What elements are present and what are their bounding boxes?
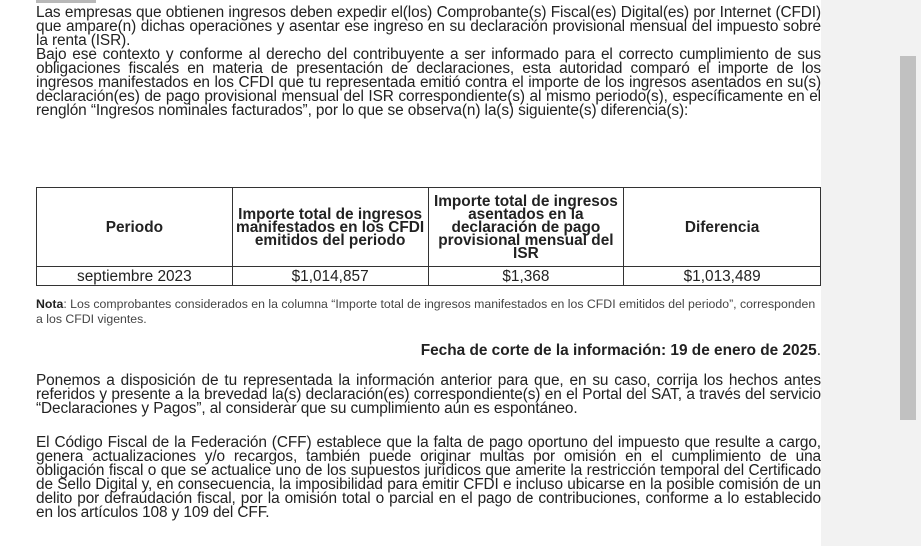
- differences-table: [36, 187, 821, 286]
- cell-cfdi-income: $1,014,857: [232, 267, 428, 286]
- note-label: Nota: [36, 297, 64, 311]
- paragraph-correction: Ponemos a disposición de tu representada la información anterior para que, en su caso, corrija los hechos antes referidos y presente a la brevedad la(s) declaración(es) correspondiente(s) en el Portal del SAT, a través del servicio “Declaraciones y Pagos”, al considerar que su cumplimiento aún es espontáneo.: [36, 372, 821, 417]
- table-note: [36, 297, 821, 327]
- cell-difference: $1,013,489: [624, 267, 821, 286]
- header-periodo: Periodo: [37, 188, 233, 267]
- cff-block: [36, 436, 821, 520]
- document-content: [36, 0, 821, 521]
- paragraph-cfdi-obligation: Las empresas que obtienen ingresos deben expedir el(los) Comprobante(s) Fiscal(es) Digital(es) por Internet (CFDI) que ampare(n) dichas operaciones y asentar ese ingreso en su declaración provisional mensual del impuesto sobre la renta (ISR).: [36, 4, 821, 49]
- cell-declared-income: $1,368: [428, 267, 624, 286]
- cutoff-date: [36, 342, 821, 360]
- paragraph-cff: El Código Fiscal de la Federación (CFF) establece que la falta de pago oportuno del impuesto que resulte a cargo, genera actualizaciones y/o recargos, también puede originar multas por omisión en el cumplimiento de una obligación fiscal o que se actualice uno de los supuestos jurídicos que amerite la restricción temporal del Certificado de Sello Digital y, en consecuencia, la imposibilidad para emitir CFDI e incluso ubicarse en la posible comisión de un delito por defraudación fiscal, por la omisión total o parcial en el pago de contribuciones, conforme a lo establecido en los artículos 108 y 109 del CFF.: [36, 434, 821, 521]
- cutoff-date-period: .: [816, 342, 821, 359]
- scrollbar-thumb[interactable]: [900, 56, 916, 420]
- cutoff-date-text: Fecha de corte de la información: 19 de enero de 2025: [420, 342, 817, 359]
- header-cfdi-income: Importe total de ingresos manifestados en los CFDI emitidos del periodo: [232, 188, 428, 267]
- paragraph-comparison: Bajo ese contexto y conforme al derecho del contribuyente a ser informado para el correcto cumplimiento de sus obligaciones fiscales en materia de presentación de declaraciones, esta autoridad comparó el importe de los ingresos manifestados en los CFDI que tu representada emitió contra el importe de los ingresos asentados en su(s) declaración(es) de pago provisional mensual del ISR correspondiente(s) al mismo periodo(s), específicamente en el renglón “Ingresos nominales facturados”, por lo que se observa(n) la(s) siguiente(s) diferencia(s):: [36, 46, 821, 119]
- header-difference: Diferencia: [624, 188, 821, 267]
- table-header-row: [37, 188, 821, 267]
- note-text: : Los comprobantes considerados en la columna “Importe total de ingresos manifestados en los CFDI emitidos del periodo”, corresponden a los CFDI vigentes.: [36, 297, 816, 326]
- table-row: [37, 267, 821, 286]
- correction-block: [36, 374, 821, 416]
- cell-periodo: septiembre 2023: [37, 267, 233, 286]
- header-declared-income: Importe total de ingresos asentados en la declaración de pago provisional mensual del ISR: [428, 188, 624, 267]
